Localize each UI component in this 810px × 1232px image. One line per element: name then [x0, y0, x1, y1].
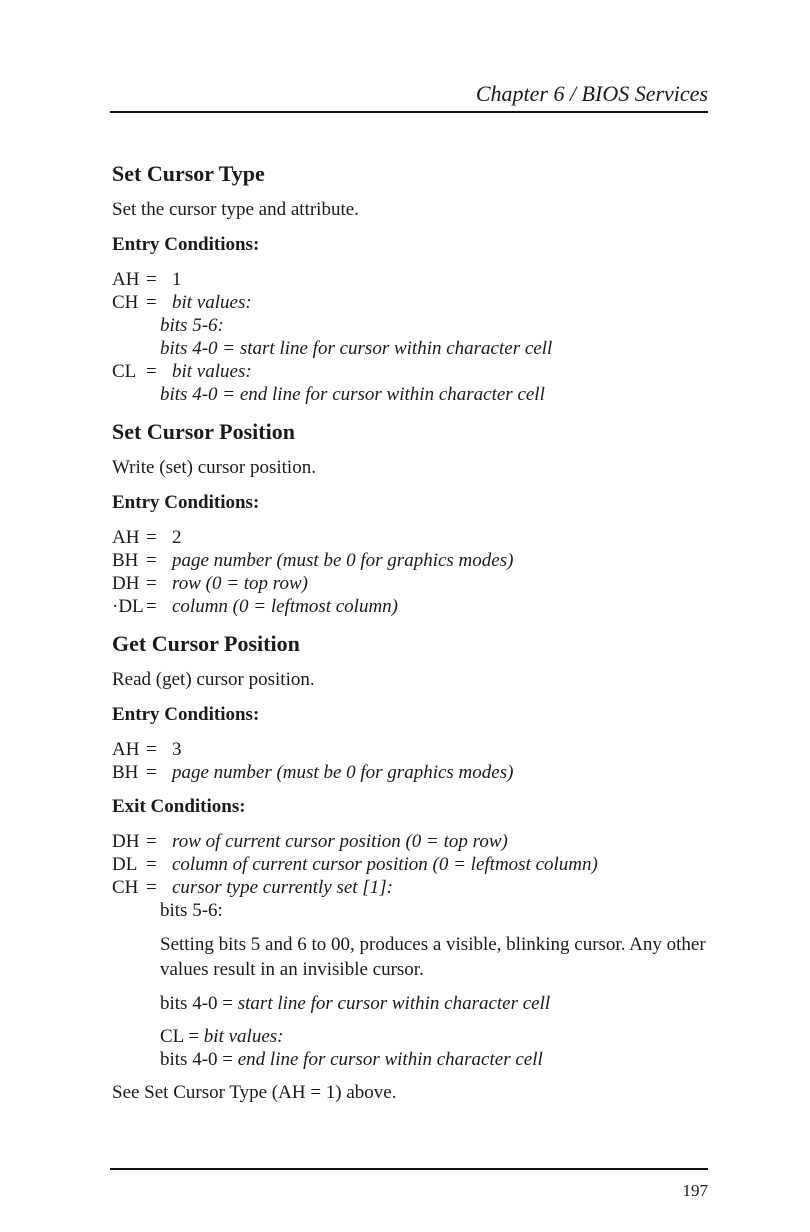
- equals-sign: =: [146, 573, 157, 594]
- bits-line: [112, 992, 708, 1015]
- bits-description: end line for cursor within character cell: [237, 1049, 543, 1070]
- register-value: page number (must be 0 for graphics modes): [172, 762, 514, 783]
- register-line-ah: [112, 526, 708, 549]
- register-line-ch: [112, 291, 708, 314]
- register-value: bit values:: [203, 1026, 284, 1047]
- register-name: DH: [112, 831, 140, 852]
- register-name: BH: [112, 762, 139, 783]
- register-prefix: CL =: [160, 1026, 200, 1047]
- register-value: 1: [172, 269, 182, 290]
- register-name: AH: [112, 527, 140, 548]
- register-name: AH: [112, 269, 140, 290]
- bits-line: bits 4-0 = start line for cursor within character cell: [160, 338, 553, 359]
- register-value: column of current cursor position (0 = leftmost column): [172, 854, 598, 875]
- register-line-ah: [112, 738, 708, 761]
- register-line-dh: [112, 572, 708, 595]
- equals-sign: =: [146, 596, 157, 617]
- bits-line: [112, 1048, 708, 1071]
- register-value: bit values:: [172, 292, 252, 313]
- register-value: 2: [172, 527, 182, 548]
- bits-explanation-paragraph: Setting bits 5 and 6 to 00, produces a visible, blinking cursor. Any other values result in an invisible cursor.: [160, 934, 706, 980]
- register-name: DL: [112, 854, 138, 875]
- equals-sign: =: [146, 854, 157, 875]
- register-line-cl: [112, 360, 708, 383]
- equals-sign: =: [146, 550, 157, 571]
- register-line-cl: [112, 1025, 708, 1048]
- register-name: BH: [112, 550, 139, 571]
- equals-sign: =: [146, 361, 157, 382]
- equals-sign: =: [146, 877, 157, 898]
- section-description: Set the cursor type and attribute.: [112, 199, 359, 220]
- see-also-note: See Set Cursor Type (AH = 1) above.: [112, 1082, 397, 1103]
- page-content: [112, 160, 708, 1105]
- equals-sign: =: [146, 762, 157, 783]
- equals-sign: =: [146, 831, 157, 852]
- entry-conditions-heading: Entry Conditions:: [112, 234, 260, 255]
- register-line-ah: [112, 268, 708, 291]
- register-name: CH: [112, 877, 139, 898]
- register-line-dl: [112, 853, 708, 876]
- section-title-get-cursor-position: Get Cursor Position: [112, 631, 300, 656]
- bits-description: start line for cursor within character cell: [237, 993, 551, 1014]
- bits-line: bits 4-0 = end line for cursor within character cell: [160, 384, 545, 405]
- exit-conditions-heading: Exit Conditions:: [112, 796, 246, 817]
- running-header: Chapter 6 / BIOS Services: [475, 81, 708, 106]
- register-line-bh: [112, 761, 708, 784]
- footer-rule: [110, 1168, 708, 1170]
- register-value: cursor type currently set [1]:: [172, 877, 393, 898]
- register-value: page number (must be 0 for graphics modes): [172, 550, 514, 571]
- section-description: Write (set) cursor position.: [112, 457, 316, 478]
- register-line-ch: [112, 876, 708, 899]
- register-name: CL: [112, 361, 137, 382]
- register-value: row (0 = top row): [172, 573, 308, 594]
- equals-sign: =: [146, 739, 157, 760]
- register-line-dl: [112, 595, 708, 618]
- bits-prefix: bits 4-0 =: [160, 1049, 233, 1070]
- register-name: DH: [112, 573, 140, 594]
- equals-sign: =: [146, 527, 157, 548]
- section-description: Read (get) cursor position.: [112, 669, 315, 690]
- equals-sign: =: [146, 269, 157, 290]
- register-line-bh: [112, 549, 708, 572]
- register-name: AH: [112, 739, 140, 760]
- section-title-set-cursor-type: Set Cursor Type: [112, 161, 265, 186]
- register-name: ·DL: [112, 596, 144, 617]
- register-value: 3: [172, 739, 182, 760]
- register-value: column (0 = leftmost column): [172, 596, 399, 617]
- bits-line: bits 5-6:: [160, 315, 224, 336]
- register-name: CH: [112, 292, 139, 313]
- register-line-dh: [112, 830, 708, 853]
- bits-line: bits 5-6:: [160, 900, 223, 921]
- register-value: bit values:: [172, 361, 252, 382]
- entry-conditions-heading: Entry Conditions:: [112, 704, 260, 725]
- header-rule: [110, 111, 708, 113]
- page-number: 197: [682, 1181, 708, 1200]
- register-value: row of current cursor position (0 = top row): [172, 831, 508, 852]
- bits-prefix: bits 4-0 =: [160, 993, 233, 1014]
- section-title-set-cursor-position: Set Cursor Position: [112, 419, 295, 444]
- equals-sign: =: [146, 292, 157, 313]
- entry-conditions-heading: Entry Conditions:: [112, 492, 260, 513]
